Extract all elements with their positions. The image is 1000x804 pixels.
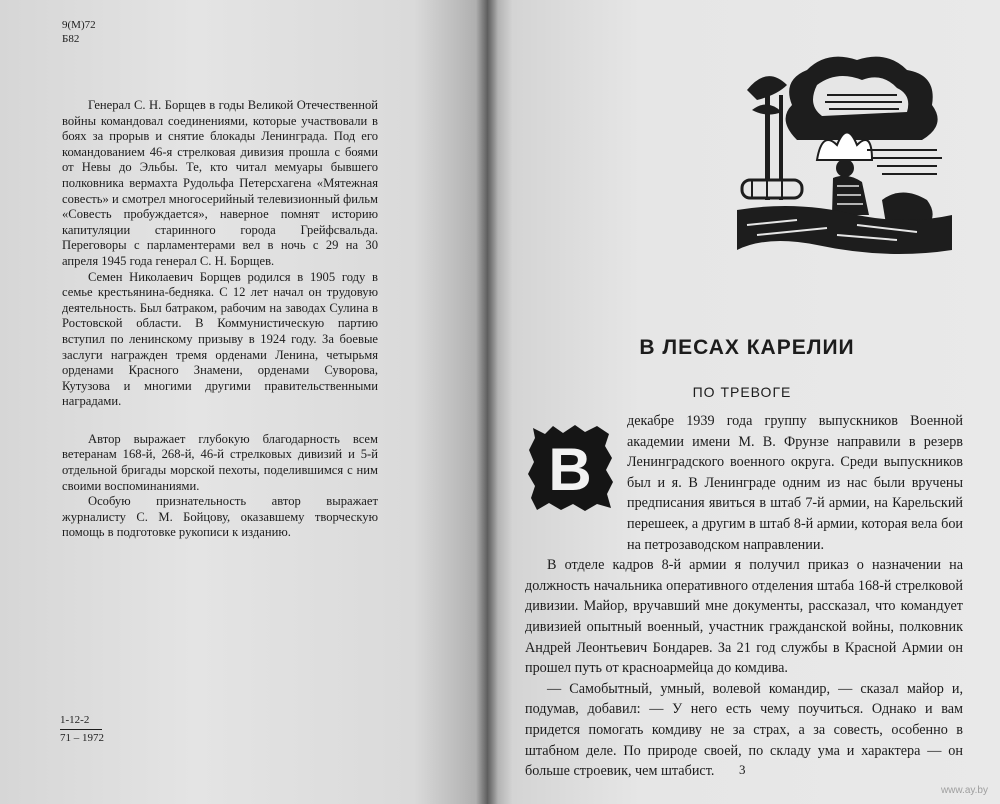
body-paragraph: В отделе кадров 8-й армии я получил приказ о назначении на должность начальника оперативного отделения штаба 168-й стрелковой дивизии. Майор, вручавший мне документы, рассказал, что командует дивизией опытный военный, участник гражданской войны, полковник Андрей Леонтьевич Бондарев. За 21 год службы в Красной Армии он прошел путь от красноармейца до комдива. xyxy=(525,557,963,677)
imprint-top: 1-12-2 xyxy=(60,714,90,726)
annotation-paragraph: Семен Николаевич Борщев родился в 1905 году в семье крестьянина-бедняка. С 12 лет начал он трудовую деятельность. Был батраком, рабочим на заводах Сулина в Ростовской области. В Коммунистическую партию вступил по ленинскому призыву в 1924 году. За боевые заслуги награжден тремя орденами Ленина, четырьмя орденами Красного Знамени, орденами Суворова, Кутузова и многими другими правительственными наградами. xyxy=(62,269,378,409)
imprint-bottom: 71 – 1972 xyxy=(60,732,104,744)
right-page xyxy=(487,0,1000,804)
page-number: 3 xyxy=(739,762,746,777)
woodcut-illustration xyxy=(737,50,952,260)
author-mark: Б82 xyxy=(62,33,80,45)
acknowledgement-paragraph: Особую признательность автор выражает журналисту С. М. Бойцову, оказавшему творческую помощь в подготовке рукописи к изданию. xyxy=(62,494,378,540)
imprint-code xyxy=(60,714,104,745)
body-paragraph: — Самобытный, умный, волевой командир, — сказал майор и, подумав, добавил: — У него есть чему поучиться. Однако и вам придется помогать комдиву не за страх, а за совесть, особенно в штабном деле. По природе своей, по складу ума и характера — он больше строевик, чем штабист. xyxy=(525,680,963,780)
chapter-title: В ЛЕСАХ КАРЕЛИИ xyxy=(639,336,855,359)
annotation-paragraph: Генерал С. Н. Борщев в годы Великой Отечественной войны командовал соединениями, которые участвовали в боях за прорыв и снятие блокады Ленинграда. Под его командованием 46-я стрелковая дивизия прошла с боями от Невы до Эльбы. Те, кто читал мемуары бывшего полковника вермахта Рудольфа Петерсхагена «Мятежная совесть» и смотрел многосерийный телевизионный фильм «Совесть пробуждается», наверное помнят историю капитуляции старинного города Грейфсвальда. Переговоры с парламентерами вел в ночь с 29 на 30 апреля 1945 года генерал С. Н. Борщев. xyxy=(62,98,378,268)
classification-code: 9(М)72 xyxy=(62,19,96,31)
annotation-text xyxy=(62,98,378,541)
chapter-body xyxy=(525,411,963,782)
watermark: www.ay.by xyxy=(940,785,988,796)
book-gutter xyxy=(476,0,498,804)
drop-cap-letter: В xyxy=(548,436,592,503)
imprint-divider xyxy=(60,729,102,730)
classification-index xyxy=(62,18,96,46)
first-paragraph: декабре 1939 года группу выпускников Военной академии имени М. В. Фрунзе направили в резерв Ленинградского военного округа. Среди выпускников был и я. В Ленинграде одним из нас были вручены предписания явиться в штаб 7-й армии, на Карельский перешеек, а другим в штаб 8-й армии, которая вела бои на петрозаводском направлении. xyxy=(627,413,963,553)
left-page xyxy=(0,0,487,804)
acknowledgement-paragraph: Автор выражает глубокую благодарность всем ветеранам 168-й, 268-й, 46-й стрелковых дивизий и 5-й отдельной бригады морской пехоты, поделившимся с ним своими воспоминаниями. xyxy=(62,431,378,493)
section-title: ПО ТРЕВОГЕ xyxy=(692,384,792,400)
